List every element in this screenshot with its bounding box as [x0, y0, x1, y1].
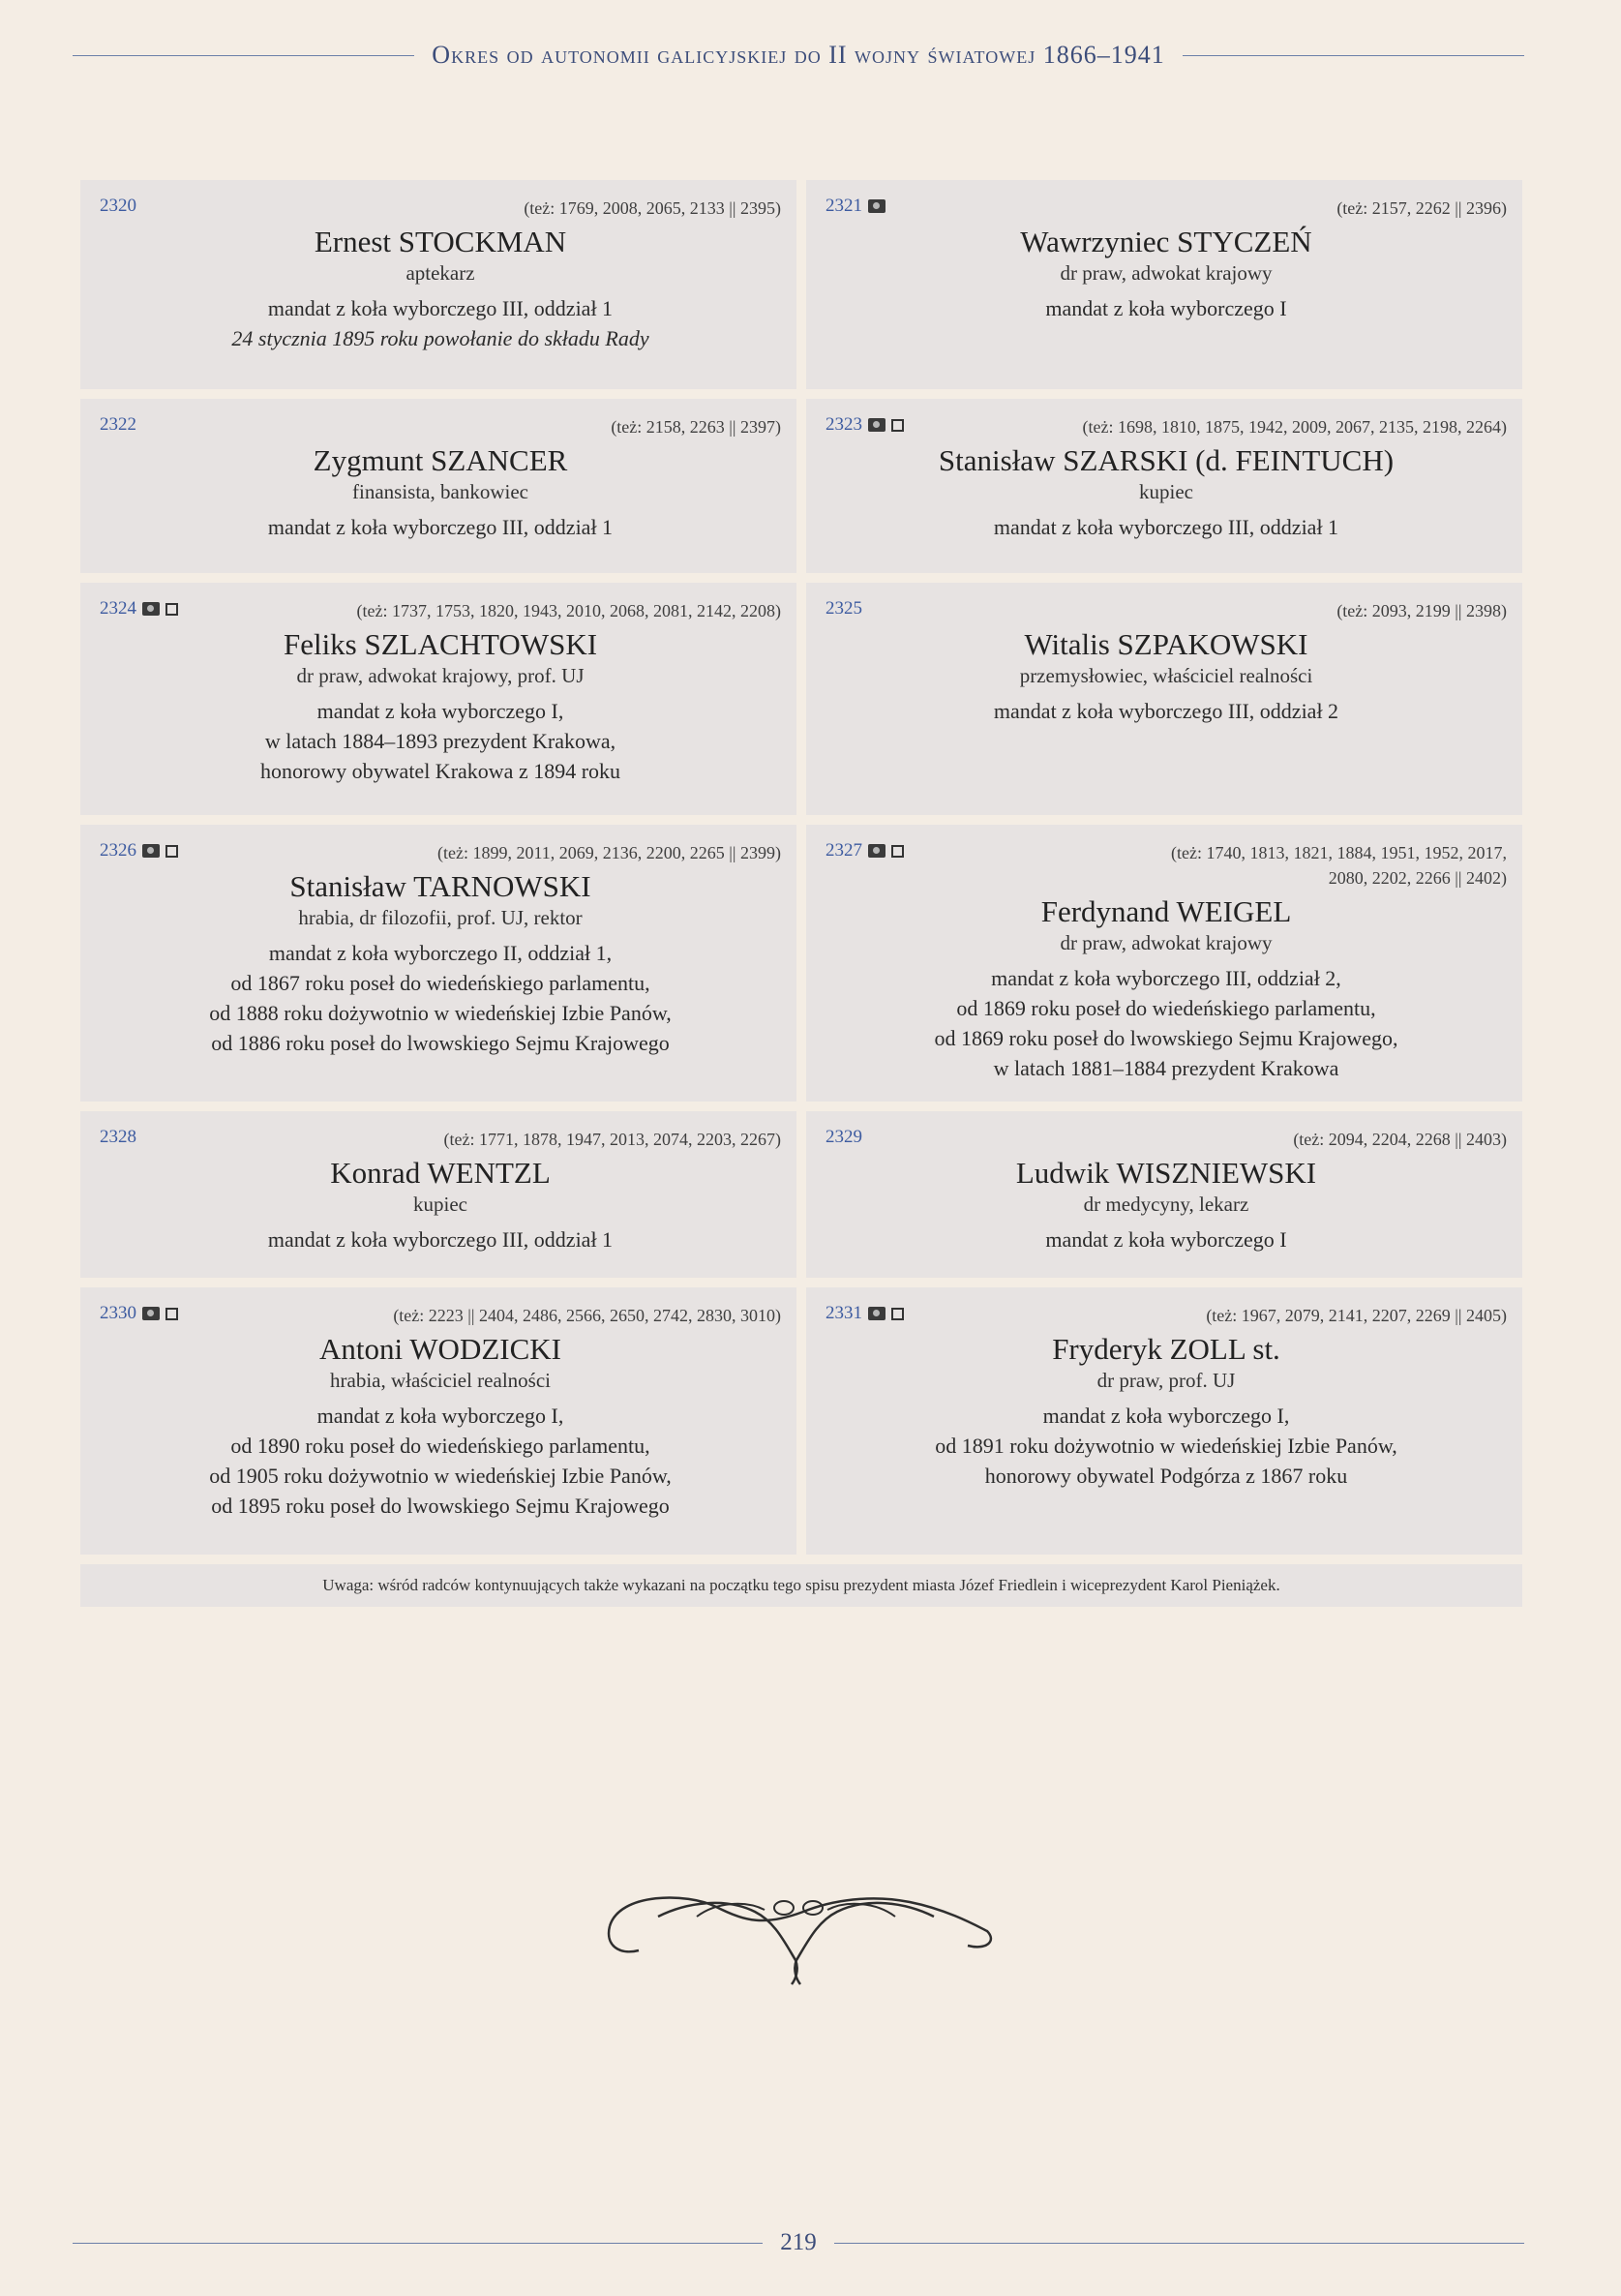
mandate-line: mandat z koła wyborczego III, oddział 1 [267, 515, 614, 539]
entry-number: 2325 [826, 598, 862, 619]
entry-name: Wawrzyniec STYCZEŃ [1020, 225, 1312, 258]
entry-profession: aptekarz [405, 261, 475, 285]
entry-mandate [826, 1224, 1507, 1254]
mandate-line: mandat z koła wyborczego I, [316, 1404, 564, 1428]
mandate-line: honorowy obywatel Krakowa z 1894 roku [259, 759, 621, 783]
entry-number: 2327 [826, 840, 904, 861]
entry-profession: dr praw, adwokat krajowy, prof. UJ [296, 664, 585, 687]
square-icon [891, 1308, 904, 1320]
entry-profession: dr praw, adwokat krajowy [1060, 261, 1273, 285]
entry-name: Antoni WODZICKI [319, 1332, 561, 1366]
entry-mandate [100, 293, 781, 353]
entry-mandate [826, 696, 1507, 726]
entry-refs: (też: 1737, 1753, 1820, 1943, 2010, 2068, 2081, 2142, 2208) [356, 601, 781, 620]
entry-mandate [826, 1401, 1507, 1491]
entry-card [80, 180, 796, 389]
entry-card [80, 1111, 796, 1278]
entry-profession: kupiec [413, 1193, 467, 1216]
mandate-line: od 1869 roku poseł do wiedeńskiego parlamentu, [956, 996, 1376, 1020]
entry-card [80, 1287, 796, 1555]
header-rule-left [73, 55, 414, 56]
entry-card [806, 1111, 1522, 1278]
mandate-line: mandat z koła wyborczego I [1045, 1227, 1287, 1252]
mandate-line: od 1891 roku dożywotnio w wiedeńskiej Izbie Panów, [935, 1434, 1397, 1458]
mandate-line: mandat z koła wyborczego II, oddział 1, [268, 941, 613, 965]
entry-profession: przemysłowiec, właściciel realności [1019, 664, 1313, 687]
entry-mandate [100, 1224, 781, 1254]
photo-icon [868, 418, 886, 432]
page-footer [73, 2228, 1524, 2257]
mandate-line: mandat z koła wyborczego III, oddział 2, [991, 966, 1341, 990]
square-icon [891, 419, 904, 432]
entry-name: Zygmunt SZANCER [313, 443, 568, 477]
entry-card [80, 583, 796, 815]
mandate-line: od 1888 roku dożywotnio w wiedeńskiej Izbie Panów, [209, 1001, 672, 1025]
mandate-line: mandat z koła wyborczego I [1045, 296, 1287, 320]
mandate-line: w latach 1884–1893 prezydent Krakowa, [264, 729, 616, 753]
square-icon [165, 1308, 178, 1320]
entry-name: Ludwik WISZNIEWSKI [1015, 1156, 1317, 1190]
entry-number: 2326 [100, 840, 178, 861]
entry-card [806, 1287, 1522, 1555]
entry-card [806, 180, 1522, 389]
entry-card [80, 399, 796, 573]
mandate-line: od 1869 roku poseł do lwowskiego Sejmu Krajowego, [934, 1026, 1398, 1050]
entry-card [806, 583, 1522, 815]
mandate-line: mandat z koła wyborczego III, oddział 1 [267, 296, 614, 320]
mandate-line: mandat z koła wyborczego I, [1042, 1404, 1290, 1428]
entry-card [806, 825, 1522, 1102]
entry-refs: (też: 2158, 2263 || 2397) [611, 417, 781, 437]
photo-icon [142, 602, 160, 616]
entry-number: 2328 [100, 1127, 136, 1147]
entry-refs: (też: 1771, 1878, 1947, 2013, 2074, 2203, 2267) [443, 1130, 781, 1149]
entry-name: Stanisław SZARSKI (d. FEINTUCH) [938, 443, 1395, 477]
entry-refs: (też: 1899, 2011, 2069, 2136, 2200, 2265 || 2399) [436, 843, 781, 862]
entry-number: 2323 [826, 414, 904, 436]
entry-profession: kupiec [1139, 480, 1193, 503]
mandate-line: mandat z koła wyborczego III, oddział 1 [267, 1227, 614, 1252]
decorative-flourish [581, 1873, 1011, 1989]
footnote: Uwaga: wśród radców kontynuujących także wykazani na początku tego spisu prezydent miasta Józef Friedlein i wiceprezydent Karol Pieniążek. [80, 1564, 1522, 1607]
page-number: 219 [780, 2229, 817, 2255]
footer-rule-left [73, 2243, 763, 2244]
square-icon [165, 845, 178, 858]
photo-icon [868, 844, 886, 858]
entry-number: 2330 [100, 1303, 178, 1324]
entry-number: 2322 [100, 414, 136, 435]
entry-profession: finansista, bankowiec [352, 480, 528, 503]
entry-profession: hrabia, właściciel realności [330, 1369, 551, 1392]
entry-mandate [100, 696, 781, 786]
entry-refs: (też: 2094, 2204, 2268 || 2403) [1293, 1130, 1507, 1149]
entry-refs: (też: 2093, 2199 || 2398) [1336, 601, 1507, 620]
photo-icon [868, 199, 886, 213]
entry-name: Feliks SZLACHTOWSKI [283, 627, 598, 661]
mandate-line: od 1890 roku poseł do wiedeńskiego parlamentu, [230, 1434, 650, 1458]
entry-mandate [100, 512, 781, 542]
entry-mandate [826, 512, 1507, 542]
entry-profession: dr medycyny, lekarz [1083, 1193, 1249, 1216]
mandate-line: od 1867 roku poseł do wiedeńskiego parlamentu, [230, 971, 650, 995]
entry-number: 2331 [826, 1303, 904, 1324]
mandate-line: od 1895 roku poseł do lwowskiego Sejmu Krajowego [211, 1494, 670, 1518]
mandate-line: od 1905 roku dożywotnio w wiedeńskiej Izbie Panów, [209, 1464, 672, 1488]
mandate-italic-line: 24 stycznia 1895 roku powołanie do składu Rady [231, 326, 649, 350]
entry-name: Ernest STOCKMAN [314, 225, 567, 258]
header-rule-right [1183, 55, 1524, 56]
entry-name: Ferdynand WEIGEL [1040, 894, 1292, 928]
entry-number: 2324 [100, 598, 178, 619]
photo-icon [868, 1307, 886, 1320]
mandate-line: mandat z koła wyborczego I, [316, 699, 564, 723]
entry-name: Konrad WENTZL [330, 1156, 551, 1190]
entry-refs: (też: 2157, 2262 || 2396) [1336, 198, 1507, 218]
footer-rule-right [834, 2243, 1524, 2244]
entry-refs: (też: 1967, 2079, 2141, 2207, 2269 || 2405) [1206, 1306, 1507, 1325]
entry-refs: (też: 1698, 1810, 1875, 1942, 2009, 2067, 2135, 2198, 2264) [1082, 417, 1507, 437]
entry-profession: dr praw, adwokat krajowy [1060, 931, 1273, 954]
entry-profession: dr praw, prof. UJ [1096, 1369, 1236, 1392]
entry-number: 2329 [826, 1127, 862, 1147]
mandate-line: od 1886 roku poseł do lwowskiego Sejmu Krajowego [211, 1031, 670, 1055]
photo-icon [142, 844, 160, 858]
entry-name: Fryderyk ZOLL st. [1052, 1332, 1280, 1366]
entry-refs: (też: 1769, 2008, 2065, 2133 || 2395) [524, 198, 781, 218]
entry-mandate [826, 963, 1507, 1083]
entry-mandate [100, 1401, 781, 1521]
entry-name: Stanisław TARNOWSKI [289, 869, 591, 903]
running-head [73, 41, 1524, 70]
mandate-line: w latach 1881–1884 prezydent Krakowa [993, 1056, 1339, 1080]
entry-mandate [100, 938, 781, 1058]
mandate-line: honorowy obywatel Podgórza z 1867 roku [984, 1464, 1348, 1488]
entry-mandate [826, 293, 1507, 323]
entry-card [80, 825, 796, 1102]
square-icon [891, 845, 904, 858]
mandate-line: mandat z koła wyborczego III, oddział 1 [993, 515, 1339, 539]
entries-grid [80, 180, 1522, 1607]
square-icon [165, 603, 178, 616]
photo-icon [142, 1307, 160, 1320]
entry-card [806, 399, 1522, 573]
entry-number: 2321 [826, 196, 886, 217]
running-head-title: Okres od autonomii galicyjskiej do II wojny światowej 1866–1941 [432, 41, 1165, 69]
entry-name: Witalis SZPAKOWSKI [1024, 627, 1308, 661]
entry-number: 2320 [100, 196, 136, 216]
mandate-line: mandat z koła wyborczego III, oddział 2 [993, 699, 1339, 723]
entry-refs: (też: 1740, 1813, 1821, 1884, 1951, 1952, 2017, 2080, 2202, 2266 || 2402) [1171, 843, 1507, 888]
entry-profession: hrabia, dr filozofii, prof. UJ, rektor [298, 906, 583, 929]
entry-refs: (też: 2223 || 2404, 2486, 2566, 2650, 2742, 2830, 3010) [393, 1306, 781, 1325]
